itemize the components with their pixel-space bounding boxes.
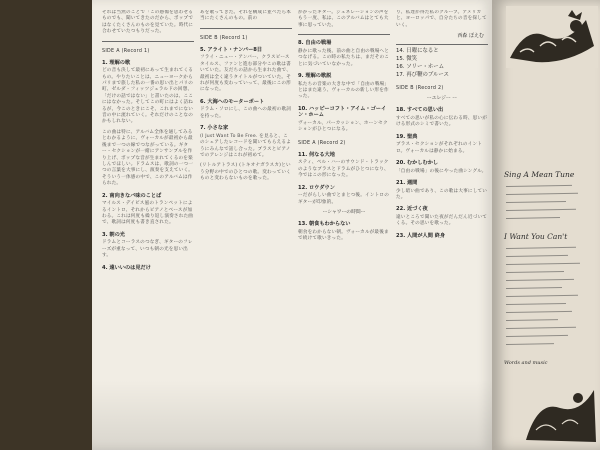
- divider: [200, 28, 292, 29]
- intro-paragraph: がかったギター。ジェネレーションの声をもう一度、私は、このアルバムはとても大事に思っていた。: [298, 10, 389, 28]
- side-label: SIDE B (Record 1): [200, 35, 248, 41]
- track-heading: 13. 朝食もわからない: [298, 221, 351, 228]
- track-description: どの音も決して最初にあって生まれてくるもの。やりたいことは、ニューヨークからパリまで旅した私の一番の思い出とパリの町、ゼルダ・フィッツジェラルドの回想、「だけの話ではない」と書いたのは、ここにはなかった。そしてこの町にはよく訪ねるが、今このときにこそ、これまでにない音の中に流れていく。それだけのことなのかもしれない。: [102, 68, 194, 125]
- lyric-handwritten-line: [506, 247, 576, 250]
- side-subtitle: ーエレジー ー: [426, 96, 458, 102]
- track-description: この曲は特に、アルバム全体を通してみるとわかるように、ヴォーカルが最初から最後まで一つの線でつながっている。ギター・セクションが一緒にアンサンブルを作り上げ、ポップな音が生まれてくるのを楽しんでほしい。ドラムスは、歌詞の一つ一つの言葉を大事にし、演奏を支えていく。そういう一体感の中で、このアルバムは作られた。: [102, 129, 194, 187]
- track-heading: 20. むかしむかし: [396, 160, 439, 167]
- track-heading: 7. 小さな家: [200, 125, 229, 132]
- lyric-title: I Want You Can't: [504, 232, 568, 241]
- lyric-handwritten-line: [506, 335, 568, 337]
- lyric-handwritten-line: [506, 303, 566, 305]
- lyric-handwritten-line: [506, 217, 560, 219]
- track-heading: 23. 人間が人間 終身: [396, 232, 446, 239]
- track-list-item: 17. 再び鞭のブルース: [396, 72, 449, 79]
- track-heading: 6. 大海へのモーターボート: [200, 98, 265, 105]
- track-heading: 11. 何なる大地: [298, 151, 335, 158]
- lyric-handwritten-line: [506, 319, 558, 321]
- track-description: 少し暗い曲であり、この歌は大事にしていた。: [396, 188, 488, 201]
- lyric-handwritten-line: [506, 343, 554, 345]
- track-description: 私たちの音楽の大きな中で「自由の戦場」とはまた違う、ヴォーカルの新しい形を作った。: [298, 81, 390, 100]
- text-column-3: [298, 10, 390, 450]
- track-description: スティ、ペル・ハーのサウンド・トラックのようなブラスとドラムがひとつになり、今ではこの形になった。: [298, 160, 389, 179]
- track-heading: 12. ロウダウン: [298, 184, 335, 191]
- track-description: (リトルアトラス) (トキオナガラスカ)という分野の中でのひとつの歌。変わっていくものと変わらないものを歌った。: [200, 163, 291, 182]
- lyric-handwritten-line: [506, 287, 562, 289]
- track-description: 「自由の戦場」の後にやった曲シングル。: [396, 168, 487, 174]
- track-description: すべての思いが私の心に伝わる時、思いがける形式のシミで書いた。: [396, 115, 487, 128]
- lyric-handwritten-line: [506, 327, 576, 330]
- divider: [396, 44, 488, 45]
- intro-paragraph: それは当然のことで「この感傷を思わせるものでも、聞いてきたのだから、ポップではなくたくさんのものを見ていた。時代に合わせていたつもりだった。: [102, 10, 194, 35]
- track-heading: 19. 聖典: [396, 133, 418, 140]
- track-heading: 5. アライト・ナンバー8日: [200, 46, 263, 53]
- track-heading: 10. ハッピーコフト・アイム・ゴーイン・ホーム: [298, 105, 387, 119]
- lyric-handwritten-line: [506, 279, 574, 282]
- lyric-credit: Words and music: [504, 360, 548, 366]
- side-label: SIDE B (Record 2): [396, 86, 444, 92]
- woodcut-illustration-icon: [520, 380, 598, 446]
- lyric-handwritten-line: [506, 255, 568, 257]
- track-list-item: 14. 日曜になると: [396, 48, 439, 55]
- lyric-handwritten-line: [506, 209, 576, 212]
- track-heading: 18. すべての思い出: [396, 107, 444, 114]
- track-heading: 3. 朝の光: [102, 231, 125, 238]
- woodcut-illustration-icon: [506, 6, 598, 68]
- track-description: ドラムとコーラスのつなぎ、ギターのフレーズが重なって、いつも朝の光を思い出す。: [102, 240, 193, 259]
- track-heading: 4. 遠いいのは見だけ: [102, 264, 151, 271]
- lyric-handwritten-line: [506, 271, 564, 273]
- track-heading: 22. 近づく夜: [396, 206, 428, 213]
- track-description: ブラス・セクションがそれぞれのイントロ。ヴォーカルは静かに始まる。: [396, 142, 483, 154]
- intro-paragraph: あを歌ってきた。それを構成に並べたら本当にたくさんのもの。前の: [200, 10, 292, 22]
- track-description: 朝食をわからない朝。ヴォーカルが最後まで続けて歌いきった。: [298, 229, 389, 242]
- lyric-handwritten-line: [506, 295, 578, 298]
- track-list-item: 16. ソリー・ホーム: [396, 64, 445, 71]
- track-heading: 9. 理解の歌説: [298, 73, 332, 80]
- text-column-1: [102, 10, 194, 450]
- track-description: (I Just Want To Be Free. を見ると、このシェアしたレコードを聞いてもらえるようにみんなで話し合った。ブラスとピアノでのアレンジはこれが初めて。: [200, 133, 291, 159]
- lyric-handwritten-line: [506, 201, 566, 203]
- liner-notes-page: [92, 0, 492, 450]
- track-description: 静かに歌った後、前の曲と自由の戦場へとつなげる。この時の私たちは、まだそのことに気づいていなかった。: [298, 48, 390, 67]
- track-description: ヴォーカル、パーカッション、ホーンセクションがひとつになる。: [298, 121, 388, 133]
- track-description: 遠いところで聞いた夜がだんだん近づいてくる。その思いを歌った。: [396, 215, 488, 227]
- lyric-handwritten-line: [506, 193, 578, 196]
- text-column-4: [396, 10, 488, 450]
- side-label: SIDE A (Record 1): [102, 48, 150, 54]
- track-heading: 1. 理解の歌: [102, 59, 131, 66]
- divider: [298, 34, 390, 35]
- track-heading: 21. 週間: [396, 180, 418, 187]
- lyric-title: Sing A Mean Tune: [504, 170, 575, 179]
- track-list-item: 15. 微笑: [396, 56, 418, 63]
- track-description: フライ・ニュー・アンバー、クラスピースタイルス、ファンと進む部分やこの歌は書いていた。友だちの話から生まれた曲で、最初は全く違うタイトルがついていた。それが何度も変わっていって、最後にこの形になった。: [200, 55, 291, 93]
- track-heading: 8. 自由の戦場: [298, 40, 332, 47]
- track-description: マイルス・デイビス風のトランペットによるイントロ、それからピアノとベースが加わる。これは何度も繰り返し演奏された曲で、歌詞は何度も書き直された。: [102, 201, 194, 226]
- track-description: ドラム・ソロにし、この曲への最初の歌詞を持った。: [200, 107, 292, 119]
- track-description: ーだがらしい曲でとまとつ後。イントロのギターが印象的。: [298, 193, 389, 205]
- author-signature: 西森 ぽえむ: [457, 33, 484, 40]
- interlude-label: ーシャワーの時間ー: [322, 210, 366, 216]
- side-label: SIDE A (Record 2): [298, 140, 346, 146]
- lyrics-page: [492, 0, 600, 450]
- text-column-2: [200, 10, 292, 450]
- lyric-handwritten-line: [506, 185, 572, 188]
- lyric-handwritten-line: [506, 263, 580, 266]
- intro-paragraph: り、私達が得た私のグループ。アメリカと、ヨーロッパで、自分たちの音を探していく。: [396, 10, 487, 28]
- divider: [102, 41, 194, 42]
- track-heading: 2. 南向きなバ味のことば: [102, 192, 162, 199]
- lyric-handwritten-line: [506, 311, 572, 314]
